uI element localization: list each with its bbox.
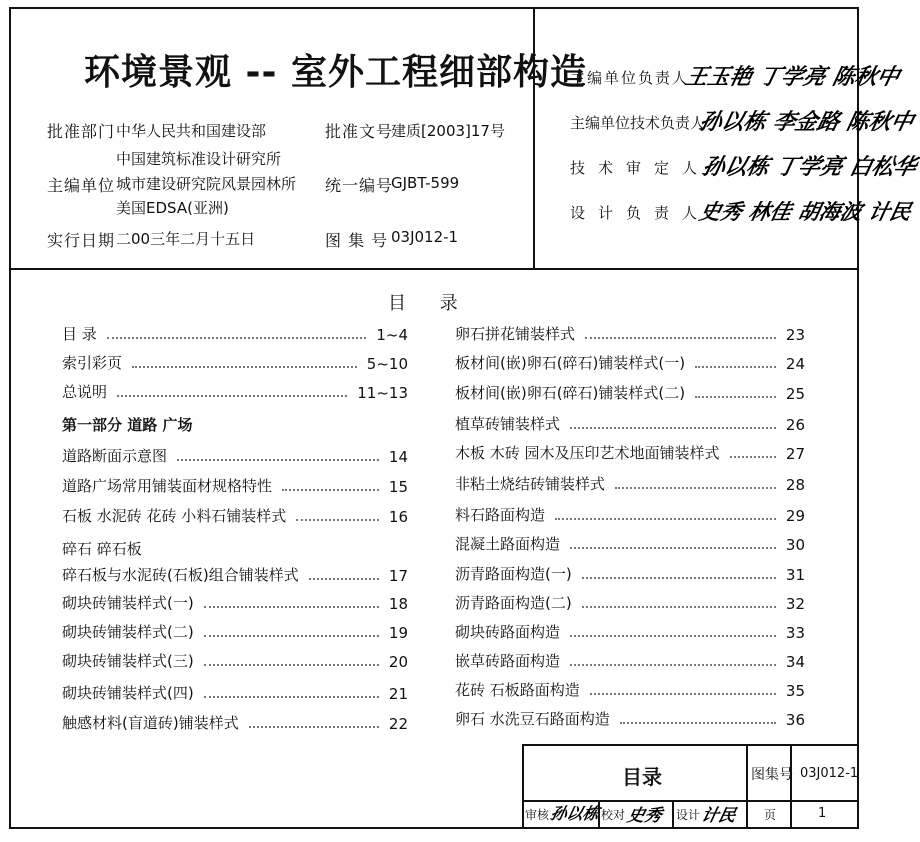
dot-leader xyxy=(570,635,776,637)
atlas-no: 03J012-1 xyxy=(391,228,459,246)
design-signature: 计民 xyxy=(699,806,738,826)
toc-entry: 触感材料(盲道砖)铺装样式 22 xyxy=(62,714,408,733)
unified-no-label: 统一编号 xyxy=(325,176,394,195)
dot-leader xyxy=(570,664,776,666)
toc-entry: 沥青路面构造(一) 31 xyxy=(455,565,805,584)
dot-leader xyxy=(570,547,776,549)
toc-entry: 砌块砖铺装样式(二) 19 xyxy=(62,623,408,642)
dot-leader xyxy=(570,427,776,429)
toc-entry: 沥青路面构造(二) 32 xyxy=(455,594,805,613)
dot-leader xyxy=(204,664,379,666)
signature-design: 史秀 林佳 胡海波 计民 xyxy=(697,199,914,224)
toc-section-heading: 第一部分 道路 广场 xyxy=(62,416,193,434)
page-number: 1 xyxy=(818,806,827,821)
toc-entry: 砌块砖铺装样式(三) 20 xyxy=(62,652,408,671)
dot-leader xyxy=(282,489,379,491)
toc-entry: 道路广场常用铺装面材规格特性 15 xyxy=(62,477,408,496)
toc-entry: 料石路面构造 29 xyxy=(455,506,805,525)
signoff-label-design: 设计负责人 xyxy=(570,204,711,222)
toc-entry: 碎石板与水泥砖(石板)组合铺装样式 17 xyxy=(62,566,408,585)
toc-entry: 砌块砖路面构造 33 xyxy=(455,623,805,642)
toc-entry: 混凝土路面构造 30 xyxy=(455,535,805,554)
title-block-cell-divider xyxy=(598,800,600,829)
check-signature: 史秀 xyxy=(625,806,664,826)
design-label: 设计 xyxy=(676,808,701,822)
signature-chief: 王玉艳 丁学亮 陈秋中 xyxy=(682,64,902,90)
toc-entry: 道路断面示意图 14 xyxy=(62,447,408,466)
toc-entry: 板材间(嵌)卵石(碎石)铺装样式(一) 24 xyxy=(455,354,805,373)
page-label: 页 xyxy=(764,808,777,822)
approval-dept-label: 批准部门 xyxy=(47,122,116,141)
toc-entry: 卵石拼花铺装样式 23 xyxy=(455,325,805,344)
unified-no: GJBT-599 xyxy=(391,174,460,192)
toc-entry: 非粘土烧结砖铺装样式 28 xyxy=(455,475,805,494)
dot-leader xyxy=(582,606,776,608)
toc-entry: 索引彩页 5~10 xyxy=(62,354,408,373)
title-block-divider xyxy=(746,744,748,829)
atlas-no-label: 图 集 号 xyxy=(325,231,389,250)
toc-entry: 卵石 水洗豆石路面构造 36 xyxy=(455,710,805,729)
signoff-label-review: 技术审定人 xyxy=(570,159,711,177)
toc-entry: 石板 水泥砖 花砖 小料石铺装样式 16 xyxy=(62,507,408,526)
toc-entry: 植草砖铺装样式 26 xyxy=(455,415,805,434)
toc-entry-continued: 碎石 碎石板 xyxy=(62,540,142,558)
chief-unit-3: 美国EDSA(亚洲) xyxy=(116,199,229,217)
toc-entry: 板材间(嵌)卵石(碎石)铺装样式(二) 25 xyxy=(455,384,805,403)
dot-leader xyxy=(730,456,776,458)
title-block-cell-divider xyxy=(672,800,674,829)
effective-date-label: 实行日期 xyxy=(47,231,116,250)
dot-leader xyxy=(582,577,776,579)
signature-tech: 孙以栋 李金路 陈秋中 xyxy=(696,109,916,135)
dot-leader xyxy=(620,722,776,724)
dot-leader xyxy=(204,606,379,608)
effective-date: 二00三年二月十五日 xyxy=(116,230,256,248)
approval-doc: 建质[2003]17号 xyxy=(391,122,505,140)
title-block-cell-divider xyxy=(790,800,792,829)
toc-entry: 砌块砖铺装样式(四) 21 xyxy=(62,684,408,703)
toc-entry: 嵌草砖路面构造 34 xyxy=(455,652,805,671)
toc-entry: 目 录 1~4 xyxy=(62,325,408,344)
dot-leader xyxy=(309,578,379,580)
dot-leader xyxy=(107,337,367,339)
toc-entry: 木板 木砖 园木及压印艺术地面铺装样式 27 xyxy=(455,444,805,463)
chief-unit-2: 城市建设研究院风景园林所 xyxy=(116,175,297,193)
dot-leader xyxy=(177,459,379,461)
sheet-title: 目录 xyxy=(622,765,662,789)
signoff-label-tech: 主编单位技术负责人 xyxy=(570,114,706,132)
check-label: 校对 xyxy=(601,808,626,822)
atlas-title: 环境景观 -- 室外工程细部构造 xyxy=(84,52,587,93)
atlas-no-value: 03J012-1 xyxy=(800,766,859,781)
dot-leader xyxy=(296,519,379,521)
dot-leader xyxy=(615,487,776,489)
toc-entry: 总说明 11~13 xyxy=(62,383,408,402)
toc-entry: 花砖 石板路面构造 35 xyxy=(455,681,805,700)
dot-leader xyxy=(204,635,379,637)
review-signature: 孙以栋 xyxy=(548,804,601,823)
dot-leader xyxy=(555,518,776,520)
dot-leader xyxy=(132,366,357,368)
chief-unit-1: 中国建筑标准设计研究所 xyxy=(116,150,282,168)
dot-leader xyxy=(585,337,776,339)
dot-leader xyxy=(249,726,379,728)
dot-leader xyxy=(117,395,347,397)
dot-leader xyxy=(204,696,379,698)
toc-entry: 砌块砖铺装样式(一) 18 xyxy=(62,594,408,613)
signoff-label-chief: 主编单位负责人 xyxy=(570,69,690,87)
dot-leader xyxy=(590,693,776,695)
header-divider xyxy=(9,268,859,270)
approval-dept: 中华人民共和国建设部 xyxy=(116,122,267,140)
signature-review: 孙以栋 丁学亮 白松华 xyxy=(699,154,919,180)
atlas-no-label: 图集号 xyxy=(751,767,793,783)
dot-leader xyxy=(695,366,776,368)
dot-leader xyxy=(695,396,776,398)
approval-doc-label: 批准文号 xyxy=(325,122,394,141)
review-label: 审核 xyxy=(525,808,550,822)
toc-title: 目 录 xyxy=(388,293,472,314)
chief-unit-label: 主编单位 xyxy=(47,176,116,195)
